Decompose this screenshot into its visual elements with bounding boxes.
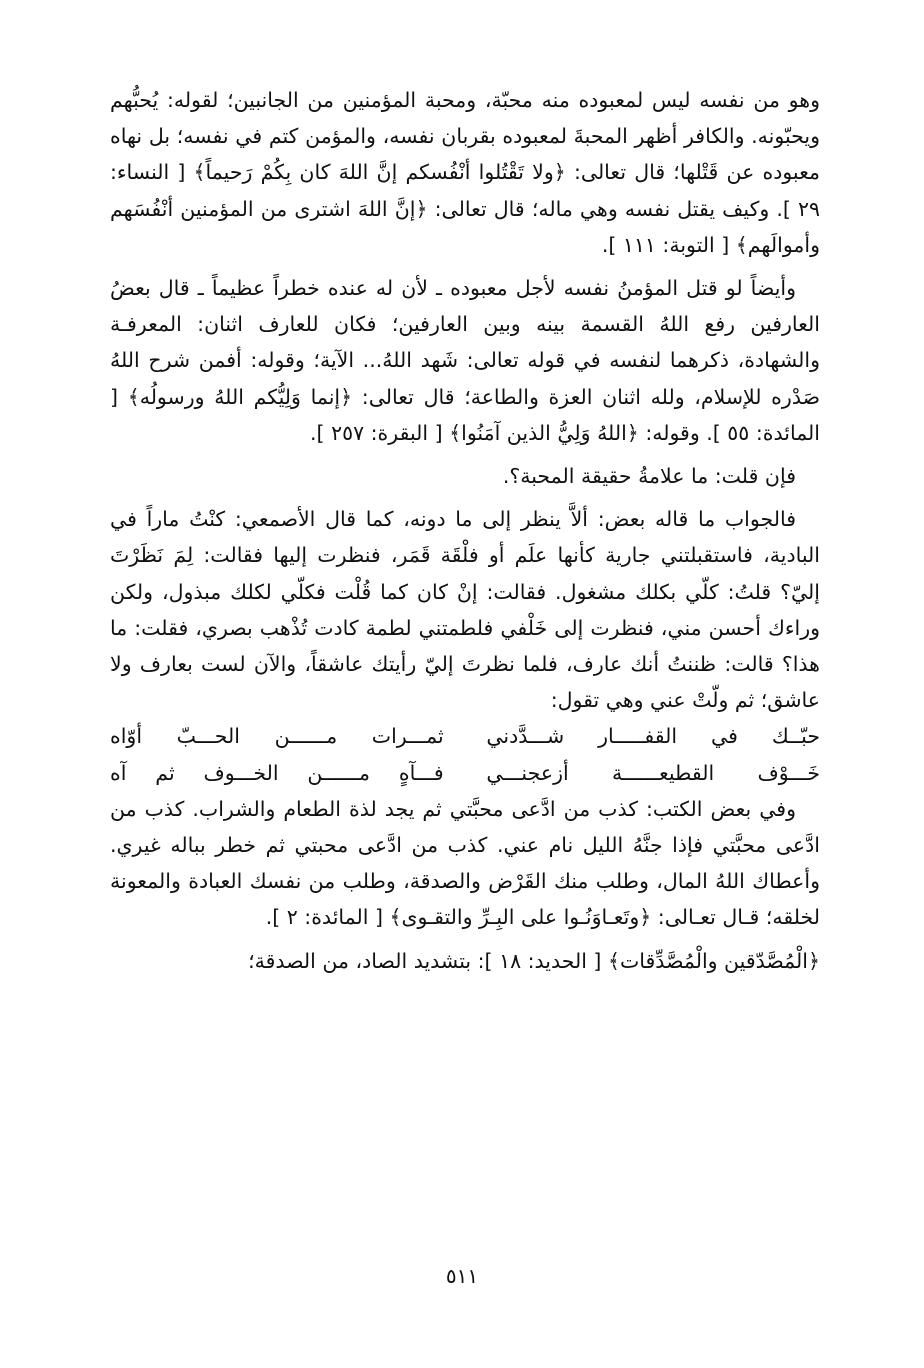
- page-number: ٥١١: [445, 1264, 479, 1288]
- verse-first-hemistich: خَـــوْف القطيعــــــة أزعجنـــي: [486, 760, 820, 785]
- paragraph-6: ﴿الْمُصَّدّقين والْمُصَّدِّقات﴾ [ الحديد: ١٨ ]: بتشديد الصاد، من الصدقة؛: [248, 948, 820, 973]
- paragraph-1: وهو من نفسه ليس لمعبوده منه محبّة، ومحبة المؤمنين من الجانبين؛ لقوله: يُحبُّهم ويحبّونه. والكافر أظهر المحبةَ لمعبوده بقربان نفسه، والمؤمن كتم في نفسه؛ بل نهاه معبوده عن قَتْلها؛ قال تعالى: ﴿ولا تَقْتُلوا أنْفُسكم إنَّ اللهَ كان بِكُمْ رَحيماً﴾ [ النساء: ٢٩ ]. وكيف يقتل نفسه وهي ماله؛ قال تعالى: ﴿إنَّ اللهَ اشترى من المؤمنين أنْفُسَهم وأموالَهم﴾ [ التوبة: ١١١ ].: [110, 88, 820, 257]
- poem-verse: [110, 755, 820, 791]
- paragraph-3: فإن قلت: ما علامةُ حقيقة المحبة؟.: [502, 464, 796, 489]
- poem-verse: [110, 718, 820, 754]
- verse-first-hemistich: حبّــك في القفـــــار شـــدَّدني: [486, 724, 820, 749]
- paragraph-5: وفي بعض الكتب: كذب من ادَّعى محبَّتي ثم يجد لذة الطعام والشراب. كذب من ادَّعى محبَّتي فإذا جنَّهُ الليل نام عني. كذب من ادَّعى محبتي ثم خطر بباله غيري. وأعطاك اللهُ المال، وطلب منك القَرْض والصدقة، وطلب من نفسك العبادة والمعونة لخلقه؛ قـال تعـالى: ﴿وتَعـاوَنُـوا على البِـرِّ والتقـوى﴾ [ المائدة: ٢ ].: [110, 796, 820, 930]
- verse-second-hemistich: ثمـــرات مــــــن الحـــبّ أوّاه: [110, 724, 444, 749]
- paragraph-2: وأيضاً لو قتل المؤمنُ نفسه لأجل معبوده ـ لأن له عنده خطراً عظيماً ـ قال بعضُ العارفين رفع اللهُ القسمة بينه وبين العارفين؛ فكان للعارف اثنان: المعرفـة والشهادة، ذكرهما لنفسه في قوله تعالى: شَهد اللهُ... الآية؛ وقوله: أفمن شرح اللهُ صَدْره للإسلام، ولله اثنان العزة والطاعة؛ قال تعالى: ﴿إنما وَلِيُّكم اللهُ ورسولُه﴾ [ المائدة: ٥٥ ]. وقوله: ﴿اللهُ وَلِيُّ الذين آمَنُوا﴾ [ البقرة: ٢٥٧ ].: [110, 276, 820, 445]
- paragraph-4: فالجواب ما قاله بعض: ألاَّ ينظر إلى ما دونه، كما قال الأصمعي: كنْتُ ماراً في البادية، فاستقبلتني جارية كأنها علَم أو فلْقَة قَمَر، فنظرت إليها فقالت: لِمَ نَظَرْتَ إليّ؟ قلتُ: كلّي بكلك مشغول. فقالت: إنْ كان كما قُلْت فكلّي لكلك مبذول، ولكن وراءك أحسن مني، فنظرت إلى خَلْفي فلطمتني لطمة كادت تُذْهب بصري، فقلت: ما هذا؟ قالت: ظننتُ أنك عارف، فلما نظرتَ إليّ رأيتك عاشقاً، والآن لست بعارف ولا عاشق؛ ثم ولّتْ عني وهي تقول:: [110, 507, 820, 713]
- poem: [110, 718, 820, 790]
- page-body: [110, 82, 820, 979]
- verse-second-hemistich: فـــآهٍ مــــــن الخـــوف ثم آه: [110, 760, 444, 785]
